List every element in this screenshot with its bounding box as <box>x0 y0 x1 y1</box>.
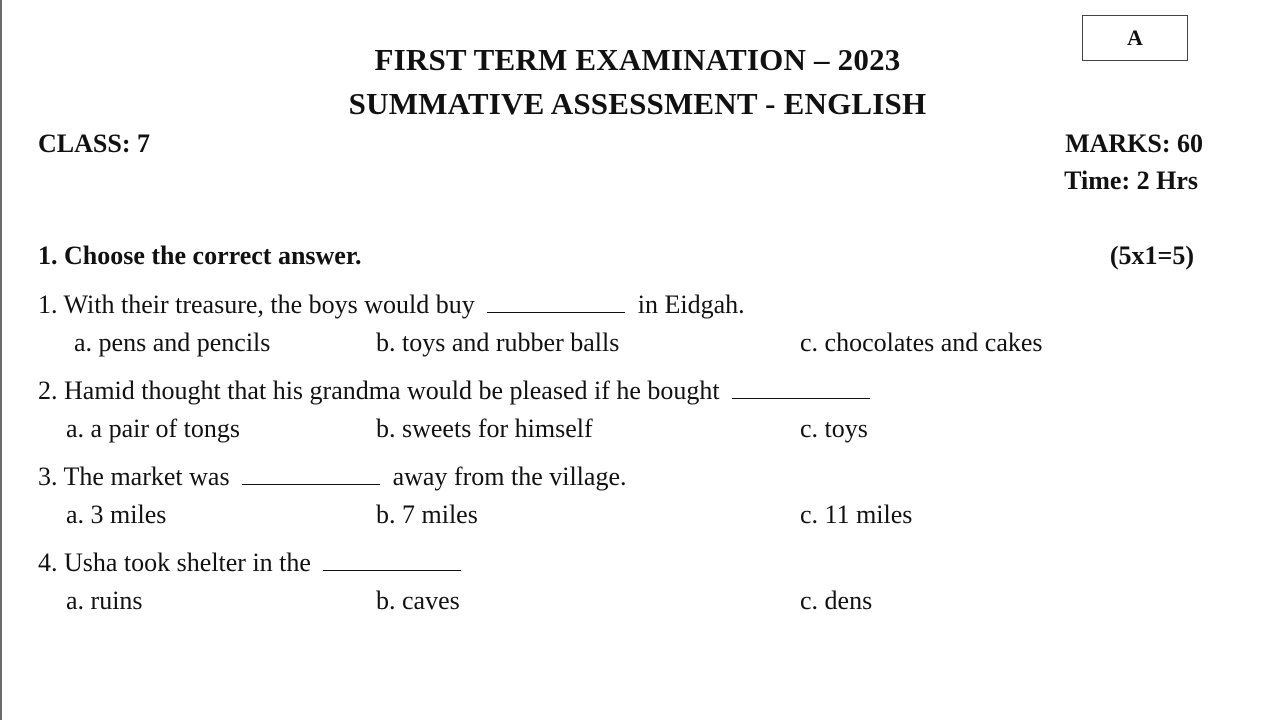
question-text: 2. Hamid thought that his grandma would be pleased if he bought <box>38 376 720 405</box>
question-text-tail: in Eidgah. <box>637 290 745 319</box>
question-2 <box>38 376 876 406</box>
answer-blank <box>487 292 625 313</box>
option-a: a. 3 miles <box>66 500 167 529</box>
option-a: a. ruins <box>66 586 143 615</box>
option-b: b. sweets for himself <box>376 414 593 443</box>
section-marks: (5x1=5) <box>1109 241 1194 270</box>
option-a: a. pens and pencils <box>74 328 271 357</box>
exam-title: FIRST TERM EXAMINATION – 2023 <box>374 42 901 77</box>
answer-blank <box>732 378 870 399</box>
option-c: c. toys <box>800 414 868 443</box>
option-c: c. chocolates and cakes <box>800 328 1043 357</box>
section-heading: 1. Choose the correct answer. <box>38 241 362 270</box>
time-label: Time: 2 Hrs <box>1064 166 1198 195</box>
option-b: b. 7 miles <box>376 500 478 529</box>
marks-label: MARKS: 60 <box>1065 129 1203 158</box>
exam-subtitle: SUMMATIVE ASSESSMENT - ENGLISH <box>348 86 927 121</box>
set-code: A <box>1127 25 1143 50</box>
option-c: c. 11 miles <box>800 500 913 529</box>
question-text: 1. With their treasure, the boys would buy <box>38 290 475 319</box>
answer-blank <box>323 550 461 571</box>
question-text-tail: away from the village. <box>392 462 627 491</box>
option-a: a. a pair of tongs <box>66 414 241 443</box>
question-text: 3. The market was <box>38 462 230 491</box>
option-b: b. toys and rubber balls <box>376 328 620 357</box>
class-label: CLASS: 7 <box>38 129 150 158</box>
question-4 <box>38 548 467 578</box>
question-3 <box>38 462 627 492</box>
question-text: 4. Usha took shelter in the <box>38 548 311 577</box>
answer-blank <box>242 464 380 485</box>
option-b: b. caves <box>376 586 460 615</box>
question-1 <box>38 290 745 320</box>
option-c: c. dens <box>800 586 873 615</box>
